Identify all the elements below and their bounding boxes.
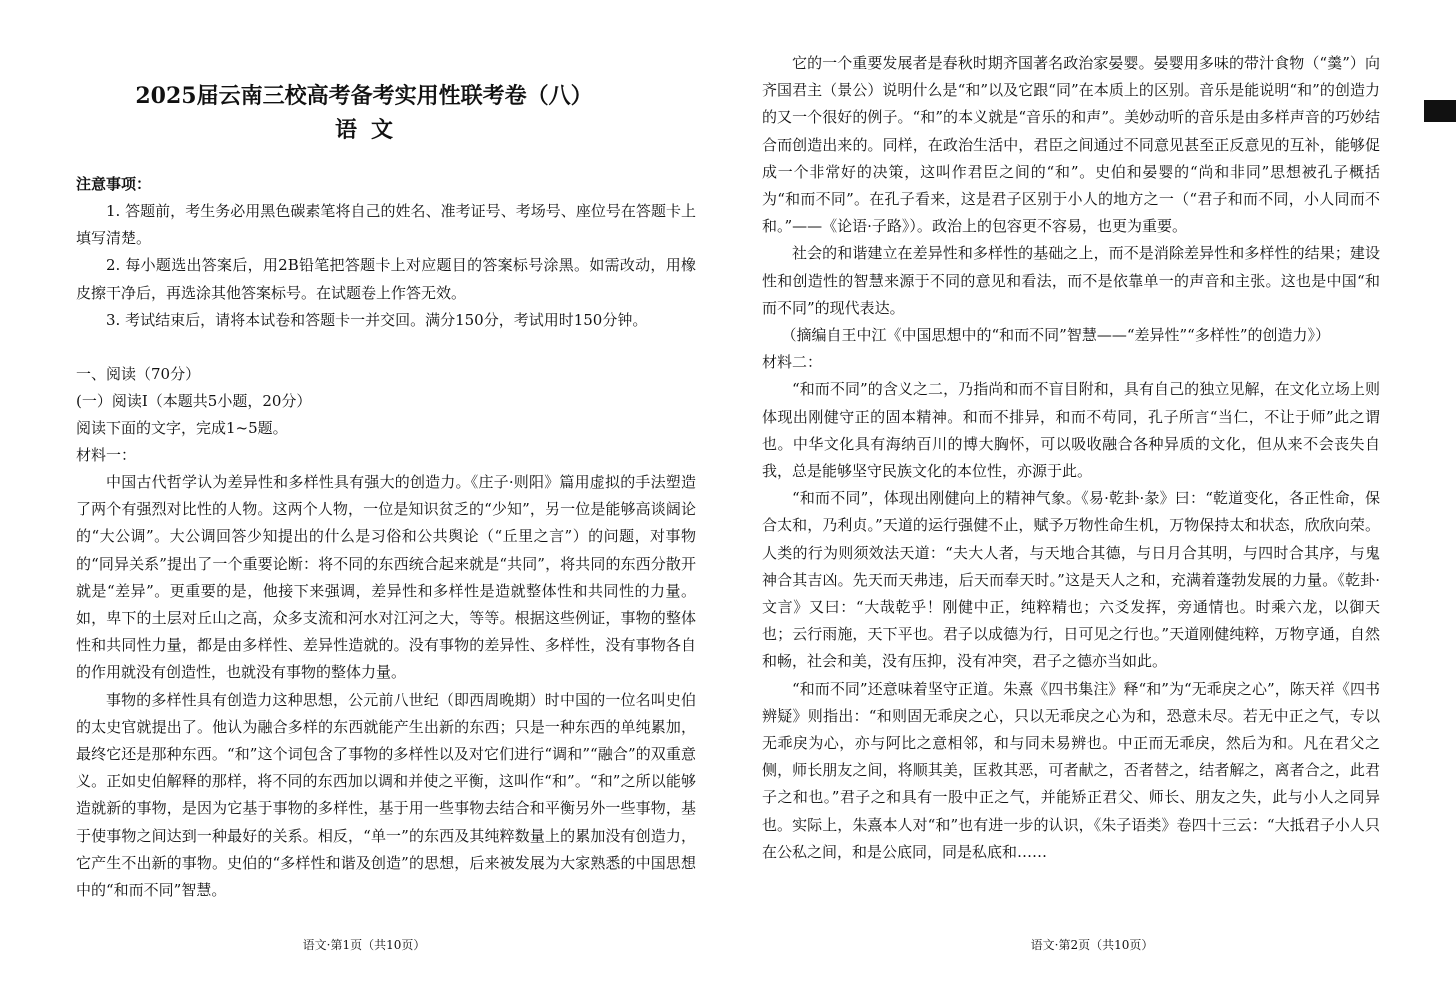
- page-footer: 语文·第2页（共10页）: [1030, 938, 1154, 952]
- body-paragraph: 它的一个重要发展者是春秋时期齐国著名政治家晏婴。晏婴用多味的带汁食物（“羹”）向齐国君主（景公）说明什么是“和”以及它跟“同”在本质上的区别。音乐是能说明“和”的创造力的又一个很好的例子。“和”的本义就是“音乐的和声”。美妙动听的音乐是由多样声音的巧妙结合而创造出来的。同样，在政治生活中，君臣之间通过不同意见甚至正反意见的互补，能够促成一个非常好的决策，这叫作君臣之间的“和”。史伯和晏婴的“尚和非同”思想被孔子概括为“和而不同”。在孔子看来，这是君子区别于小人的地方之一（“君子和而不同，小人同而不和。”——《论语·子路》）。政治上的包容更不容易，也更为重要。: [762, 54, 1380, 236]
- reading-instruction: 阅读下面的文字，完成1~5题。: [76, 419, 288, 437]
- notice-list: [76, 198, 696, 334]
- body-paragraph: 社会的和谐建立在差异性和多样性的基础之上，而不是消除差异性和多样性的结果；建设性和创造性的智慧来源于不同的意见和看法，而不是依靠单一的声音和主张。这也是中国“和而不同”的现代表达。: [762, 244, 1380, 317]
- body-paragraph: “和而不同”，体现出刚健向上的精神气象。《易·乾卦·彖》曰：“乾道变化，各正性命，保合太和，乃利贞。”天道的运行强健不止，赋予万物性命生机，万物保持太和状态，欣欣向荣。人类的行为则须效法天道：“夫大人者，与天地合其德，与日月合其明，与四时合其序，与鬼神合其吉凶。先天而天弗违，后天而奉天时。”这是天人之和，充满着蓬勃发展的力量。《乾卦·文言》又曰：“大哉乾乎！刚健中正，纯粹精也；六爻发挥，旁通情也。时乘六龙，以御天也；云行雨施，天下平也。君子以成德为行，日可见之行也。”天道刚健纯粹，万物亨通，自然和畅，社会和美，没有压抑，没有冲突，君子之德亦当如此。: [762, 489, 1380, 671]
- material-one-body: [76, 469, 696, 904]
- material-one-label: 材料一：: [76, 446, 137, 464]
- notice-item: 1. 答题前，考生务必用黑色碳素笔将自己的姓名、准考证号、考场号、座位号在答题卡上填写清楚。: [76, 202, 696, 248]
- notice-item: 2. 每小题选出答案后，用2B铅笔把答题卡上对应题目的答案标号涂黑。如需改动，用橡皮擦干净后，再选涂其他答案标号。在试题卷上作答无效。: [76, 256, 696, 302]
- edge-tab-marker: [1424, 100, 1456, 122]
- material-two-label: 材料二：: [762, 353, 823, 372]
- notice-heading: 注意事项：: [76, 175, 152, 193]
- subject-title: 语文: [334, 117, 407, 143]
- body-paragraph: 事物的多样性具有创造力这种思想，公元前八世纪（即西周晚期）时中国的一位名叫史伯的太史官就提出了。他认为融合多样的东西就能产生出新的东西；只是一种东西的单纯累加，最终它还是那种东西。“和”这个词包含了事物的多样性以及对它们进行“调和”“融合”的双重意义。正如史伯解释的那样，将不同的东西加以调和并使之平衡，这叫作“和”。“和”之所以能够造就新的事物，是因为它基于事物的多样性，基于用一些事物去结合和平衡另外一些事物，基于使事物之间达到一种最好的关系。相反，“单一”的东西及其纯粹数量上的累加没有创造力，它产生不出新的事物。史伯的“多样性和谐及创造”的思想，后来被发展为大家熟悉的中国思想中的“和而不同”智慧。: [76, 690, 696, 900]
- subsection-heading: (一）阅读Ⅰ（本题共5小题，20分）: [76, 392, 312, 410]
- page-footer: 语文·第1页（共10页）: [302, 938, 426, 952]
- exam-title: 2025届云南三校高考备考实用性联考卷（八）: [135, 83, 593, 109]
- section-heading: 一、阅读（70分）: [76, 365, 201, 383]
- body-paragraph: “和而不同”还意味着坚守正道。朱熹《四书集注》释“和”为“无乖戾之心”，陈天祥《四书辨疑》则指出：“和则固无乖戾之心，只以无乖戾之心为和，恐意未尽。若无中正之气，专以无乖戾为心，亦与阿比之意相邻，和与同未易辨也。中正而无乖戾，然后为和。凡在君父之侧，师长朋友之间，将顺其美，匡救其恶，可者献之，否者替之，结者解之，离者合之，此君子之和也。”君子之和具有一股中正之气，并能矫正君父、师长、朋友之失，此与小人之同异也。实际上，朱熹本人对“和”也有进一步的认识，《朱子语类》卷四十三云：“大抵君子小人只在公私之间，和是公底同，同是私底和……: [762, 679, 1380, 861]
- notice-item: 3. 考试结束后，请将本试卷和答题卡一并交回。满分150分，考试用时150分钟。: [106, 310, 648, 329]
- right-page-body: [762, 50, 1380, 866]
- body-paragraph: 中国古代哲学认为差异性和多样性具有强大的创造力。《庄子·则阳》篇用虚拟的手法塑造了两个有强烈对比性的人物。这两个人物，一位是知识贫乏的“少知”，另一位是能够高谈阔论的“大公调”。大公调回答少知提出的什么是习俗和公共舆论（“丘里之言”）的问题，对事物的“同异关系”提出了一个重要论断：将不同的东西统合起来就是“共同”，将共同的东西分散开就是“差异”。更重要的是，他接下来强调，差异性和多样性是造就整体性和共同性的力量。如，卑下的土层对丘山之高，众多支流和河水对江河之大，等等。根据这些例证，事物的整体性和共同性力量，都是由多样性、差异性造就的。没有事物的差异性、多样性，没有事物各自的作用就没有创造性，也就没有事物的整体力量。: [76, 473, 696, 682]
- right-page: [728, 0, 1456, 1002]
- source-citation: （摘编自王中江《中国思想中的“和而不同”智慧——“差异性”“多样性”的创造力》）: [781, 326, 1331, 345]
- body-paragraph: “和而不同”的含义之二，乃指尚和而不盲目附和，具有自己的独立见解，在文化立场上则体现出刚健守正的固本精神。和而不排异，和而不苟同，孔子所言“当仁，不让于师”此之谓也。中华文化具有海纳百川的博大胸怀，可以吸收融合各种异质的文化，但从来不会丧失自我，总是能够坚守民族文化的本位性，亦源于此。: [762, 380, 1380, 481]
